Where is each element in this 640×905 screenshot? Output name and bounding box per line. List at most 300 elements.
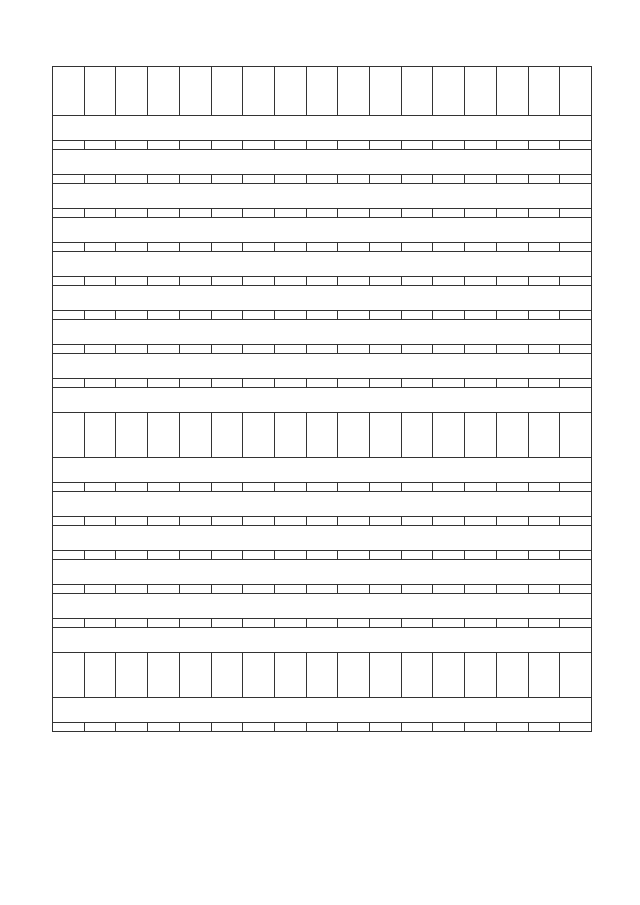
section-heading-row — [53, 150, 592, 175]
table-cell — [338, 585, 370, 594]
table-cell — [338, 551, 370, 560]
table-cell — [306, 413, 338, 458]
table-cell — [401, 277, 433, 286]
table-row — [53, 277, 592, 286]
table-cell — [148, 653, 180, 698]
table-row — [53, 517, 592, 526]
table-cell — [274, 175, 306, 184]
table-cell — [53, 585, 85, 594]
table-cell — [465, 379, 497, 388]
table-row — [53, 723, 592, 732]
table-cell — [274, 277, 306, 286]
table-cell — [179, 619, 211, 628]
table-cell — [433, 413, 465, 458]
table-cell — [528, 141, 560, 150]
table-cell — [338, 379, 370, 388]
table-row — [53, 413, 592, 458]
table-row — [53, 379, 592, 388]
table-cell — [338, 209, 370, 218]
table-cell — [148, 517, 180, 526]
section-heading — [53, 320, 592, 345]
table-cell — [243, 653, 275, 698]
table-cell — [243, 517, 275, 526]
table-cell — [116, 175, 148, 184]
table-cell — [243, 209, 275, 218]
table-cell — [84, 379, 116, 388]
table-cell — [465, 619, 497, 628]
column-header — [116, 67, 148, 116]
table-cell — [465, 585, 497, 594]
table-cell — [560, 517, 592, 526]
table-cell — [306, 551, 338, 560]
table-cell — [465, 175, 497, 184]
table-cell — [496, 517, 528, 526]
table-cell — [528, 517, 560, 526]
table-cell — [306, 619, 338, 628]
table-cell — [243, 345, 275, 354]
section-heading-row — [53, 320, 592, 345]
table-cell — [179, 483, 211, 492]
table-cell — [433, 483, 465, 492]
table-cell — [53, 141, 85, 150]
column-header — [496, 67, 528, 116]
table-cell — [528, 243, 560, 252]
table-cell — [370, 551, 402, 560]
table-cell — [338, 517, 370, 526]
table-cell — [274, 345, 306, 354]
table-cell — [338, 345, 370, 354]
table-cell — [465, 345, 497, 354]
table-cell — [496, 619, 528, 628]
table-cell — [433, 585, 465, 594]
table-cell — [528, 619, 560, 628]
table-cell — [243, 311, 275, 320]
table-cell — [401, 483, 433, 492]
table-cell — [243, 141, 275, 150]
table-cell — [496, 413, 528, 458]
table-cell — [148, 243, 180, 252]
section-heading-row — [53, 286, 592, 311]
table-cell — [148, 483, 180, 492]
section-heading — [53, 628, 592, 653]
table-cell — [306, 141, 338, 150]
table-cell — [465, 483, 497, 492]
table-cell — [401, 175, 433, 184]
table-cell — [560, 379, 592, 388]
section-heading — [53, 560, 592, 585]
table-cell — [465, 653, 497, 698]
table-cell — [179, 209, 211, 218]
table-row — [53, 243, 592, 252]
table-cell — [433, 551, 465, 560]
table-cell — [53, 345, 85, 354]
table-cell — [179, 517, 211, 526]
table-cell — [84, 517, 116, 526]
table-cell — [496, 483, 528, 492]
table-cell — [433, 175, 465, 184]
table-cell — [306, 277, 338, 286]
table-cell — [179, 345, 211, 354]
table-cell — [560, 551, 592, 560]
table-cell — [84, 209, 116, 218]
table-cell — [179, 723, 211, 732]
table-cell — [148, 619, 180, 628]
table-cell — [274, 413, 306, 458]
table-cell — [211, 483, 243, 492]
table-row — [53, 551, 592, 560]
table-cell — [274, 311, 306, 320]
section-heading-row — [53, 594, 592, 619]
table-cell — [370, 379, 402, 388]
table-cell — [370, 311, 402, 320]
table-cell — [370, 141, 402, 150]
table-cell — [496, 311, 528, 320]
table-cell — [370, 209, 402, 218]
table-cell — [116, 141, 148, 150]
table-cell — [243, 243, 275, 252]
table-cell — [433, 653, 465, 698]
table-cell — [274, 551, 306, 560]
section-heading-row — [53, 698, 592, 723]
table-cell — [496, 723, 528, 732]
table-cell — [84, 551, 116, 560]
table-cell — [179, 551, 211, 560]
table-cell — [53, 723, 85, 732]
header-row — [53, 67, 592, 116]
table-cell — [179, 311, 211, 320]
table-cell — [116, 551, 148, 560]
table-cell — [243, 379, 275, 388]
table-cell — [148, 551, 180, 560]
table-cell — [116, 209, 148, 218]
section-heading — [53, 184, 592, 209]
table-cell — [370, 413, 402, 458]
table-cell — [274, 243, 306, 252]
table-cell — [401, 345, 433, 354]
section-heading-row — [53, 526, 592, 551]
table-cell — [560, 209, 592, 218]
table-cell — [560, 413, 592, 458]
table-cell — [53, 243, 85, 252]
column-header — [84, 67, 116, 116]
table-cell — [116, 379, 148, 388]
table-cell — [84, 141, 116, 150]
table-cell — [306, 311, 338, 320]
table-cell — [306, 723, 338, 732]
table-cell — [179, 243, 211, 252]
table-cell — [338, 141, 370, 150]
table-cell — [560, 653, 592, 698]
table-cell — [116, 345, 148, 354]
section-heading — [53, 150, 592, 175]
section-heading-row — [53, 116, 592, 141]
table-cell — [179, 175, 211, 184]
table-cell — [370, 653, 402, 698]
table-cell — [338, 653, 370, 698]
table-cell — [148, 379, 180, 388]
table-cell — [211, 653, 243, 698]
table-cell — [528, 209, 560, 218]
table-cell — [84, 585, 116, 594]
table-cell — [116, 413, 148, 458]
table-cell — [243, 585, 275, 594]
table-cell — [84, 345, 116, 354]
column-header — [528, 67, 560, 116]
table-cell — [211, 243, 243, 252]
table-cell — [560, 175, 592, 184]
table-cell — [370, 517, 402, 526]
table-cell — [433, 619, 465, 628]
table-cell — [116, 619, 148, 628]
table-cell — [528, 175, 560, 184]
table-cell — [433, 723, 465, 732]
table-cell — [306, 175, 338, 184]
table-cell — [179, 277, 211, 286]
table-row — [53, 141, 592, 150]
table-cell — [370, 243, 402, 252]
table-cell — [528, 483, 560, 492]
table-cell — [496, 209, 528, 218]
table-cell — [338, 723, 370, 732]
table-cell — [84, 175, 116, 184]
table-cell — [116, 653, 148, 698]
table-cell — [401, 517, 433, 526]
table-cell — [496, 653, 528, 698]
table-cell — [401, 653, 433, 698]
table-cell — [401, 585, 433, 594]
table-cell — [274, 141, 306, 150]
table-cell — [401, 141, 433, 150]
table-cell — [496, 277, 528, 286]
table-cell — [211, 311, 243, 320]
table-row — [53, 209, 592, 218]
table-cell — [84, 619, 116, 628]
column-header — [211, 67, 243, 116]
table-cell — [528, 551, 560, 560]
table-cell — [433, 311, 465, 320]
table-cell — [433, 345, 465, 354]
table-cell — [53, 483, 85, 492]
table-row — [53, 585, 592, 594]
section-heading — [53, 526, 592, 551]
table-row — [53, 619, 592, 628]
table-cell — [274, 517, 306, 526]
table-cell — [560, 585, 592, 594]
table-cell — [148, 413, 180, 458]
section-heading-row — [53, 184, 592, 209]
table-cell — [496, 175, 528, 184]
table-cell — [401, 209, 433, 218]
table-cell — [465, 243, 497, 252]
table-cell — [84, 483, 116, 492]
table-cell — [401, 243, 433, 252]
table-cell — [274, 483, 306, 492]
table-cell — [370, 723, 402, 732]
table-cell — [53, 619, 85, 628]
table-cell — [433, 517, 465, 526]
table-cell — [53, 379, 85, 388]
table-cell — [148, 209, 180, 218]
table-cell — [370, 619, 402, 628]
table-cell — [179, 653, 211, 698]
table-cell — [496, 345, 528, 354]
table-cell — [496, 141, 528, 150]
table-cell — [148, 585, 180, 594]
table-cell — [370, 483, 402, 492]
table-cell — [433, 141, 465, 150]
table-cell — [338, 243, 370, 252]
table-cell — [401, 723, 433, 732]
table-cell — [116, 483, 148, 492]
table-cell — [528, 585, 560, 594]
section-heading — [53, 458, 592, 483]
column-header — [306, 67, 338, 116]
table-cell — [211, 141, 243, 150]
table-cell — [148, 175, 180, 184]
table-row — [53, 653, 592, 698]
table-cell — [465, 551, 497, 560]
section-heading — [53, 286, 592, 311]
table-cell — [433, 277, 465, 286]
table-cell — [306, 585, 338, 594]
table-cell — [496, 585, 528, 594]
table-cell — [116, 723, 148, 732]
section-heading-row — [53, 458, 592, 483]
table-cell — [528, 413, 560, 458]
column-header — [243, 67, 275, 116]
table-cell — [528, 379, 560, 388]
table-cell — [53, 311, 85, 320]
section-heading-row — [53, 218, 592, 243]
section-heading-row — [53, 252, 592, 277]
table-cell — [465, 209, 497, 218]
table-cell — [53, 413, 85, 458]
table-cell — [560, 619, 592, 628]
table-cell — [401, 311, 433, 320]
table-cell — [528, 723, 560, 732]
table-cell — [116, 585, 148, 594]
table-cell — [84, 277, 116, 286]
table-cell — [211, 277, 243, 286]
table-cell — [306, 653, 338, 698]
table-cell — [338, 483, 370, 492]
table-cell — [306, 483, 338, 492]
table-row — [53, 175, 592, 184]
table-cell — [53, 517, 85, 526]
table-cell — [560, 243, 592, 252]
table-cell — [116, 311, 148, 320]
section-heading — [53, 388, 592, 413]
table-cell — [338, 311, 370, 320]
table-cell — [401, 379, 433, 388]
table-cell — [179, 141, 211, 150]
table-cell — [116, 277, 148, 286]
section-heading — [53, 354, 592, 379]
table-cell — [179, 379, 211, 388]
table-cell — [84, 413, 116, 458]
section-heading — [53, 116, 592, 141]
table-cell — [116, 517, 148, 526]
table-cell — [84, 723, 116, 732]
table-cell — [338, 277, 370, 286]
table-cell — [211, 379, 243, 388]
table-cell — [274, 619, 306, 628]
table-cell — [433, 209, 465, 218]
table-cell — [179, 413, 211, 458]
table-cell — [338, 413, 370, 458]
column-header — [53, 67, 85, 116]
table-cell — [306, 243, 338, 252]
column-header — [179, 67, 211, 116]
table-cell — [560, 311, 592, 320]
table-cell — [179, 585, 211, 594]
table-cell — [243, 413, 275, 458]
table-cell — [338, 175, 370, 184]
table-row — [53, 483, 592, 492]
table-cell — [370, 585, 402, 594]
table-cell — [465, 311, 497, 320]
section-heading — [53, 594, 592, 619]
table-cell — [243, 723, 275, 732]
column-header — [338, 67, 370, 116]
table-cell — [148, 141, 180, 150]
table-cell — [465, 277, 497, 286]
table-cell — [211, 619, 243, 628]
column-header — [274, 67, 306, 116]
section-heading-row — [53, 492, 592, 517]
table-cell — [274, 585, 306, 594]
table-cell — [274, 379, 306, 388]
footnotes — [52, 806, 592, 816]
table-cell — [306, 345, 338, 354]
table-cell — [211, 209, 243, 218]
table-cell — [211, 413, 243, 458]
section-heading — [53, 492, 592, 517]
table-cell — [465, 517, 497, 526]
table-cell — [211, 345, 243, 354]
table-cell — [496, 243, 528, 252]
table-cell — [560, 345, 592, 354]
table-cell — [211, 723, 243, 732]
column-header — [465, 67, 497, 116]
section-heading-row — [53, 560, 592, 585]
table-cell — [148, 311, 180, 320]
table-cell — [84, 311, 116, 320]
table-cell — [306, 379, 338, 388]
table-cell — [53, 277, 85, 286]
table-cell — [433, 379, 465, 388]
section-heading-row — [53, 388, 592, 413]
table-cell — [116, 243, 148, 252]
table-cell — [243, 619, 275, 628]
table-cell — [211, 551, 243, 560]
table-cell — [528, 345, 560, 354]
table-row — [53, 311, 592, 320]
table-cell — [433, 243, 465, 252]
table-cell — [465, 723, 497, 732]
staffing-table — [52, 66, 592, 732]
table-cell — [306, 209, 338, 218]
column-header — [148, 67, 180, 116]
table-cell — [338, 619, 370, 628]
table-cell — [496, 551, 528, 560]
table-cell — [211, 585, 243, 594]
section-heading-row — [53, 354, 592, 379]
table-cell — [243, 277, 275, 286]
table-cell — [53, 175, 85, 184]
section-heading — [53, 218, 592, 243]
table-cell — [53, 551, 85, 560]
